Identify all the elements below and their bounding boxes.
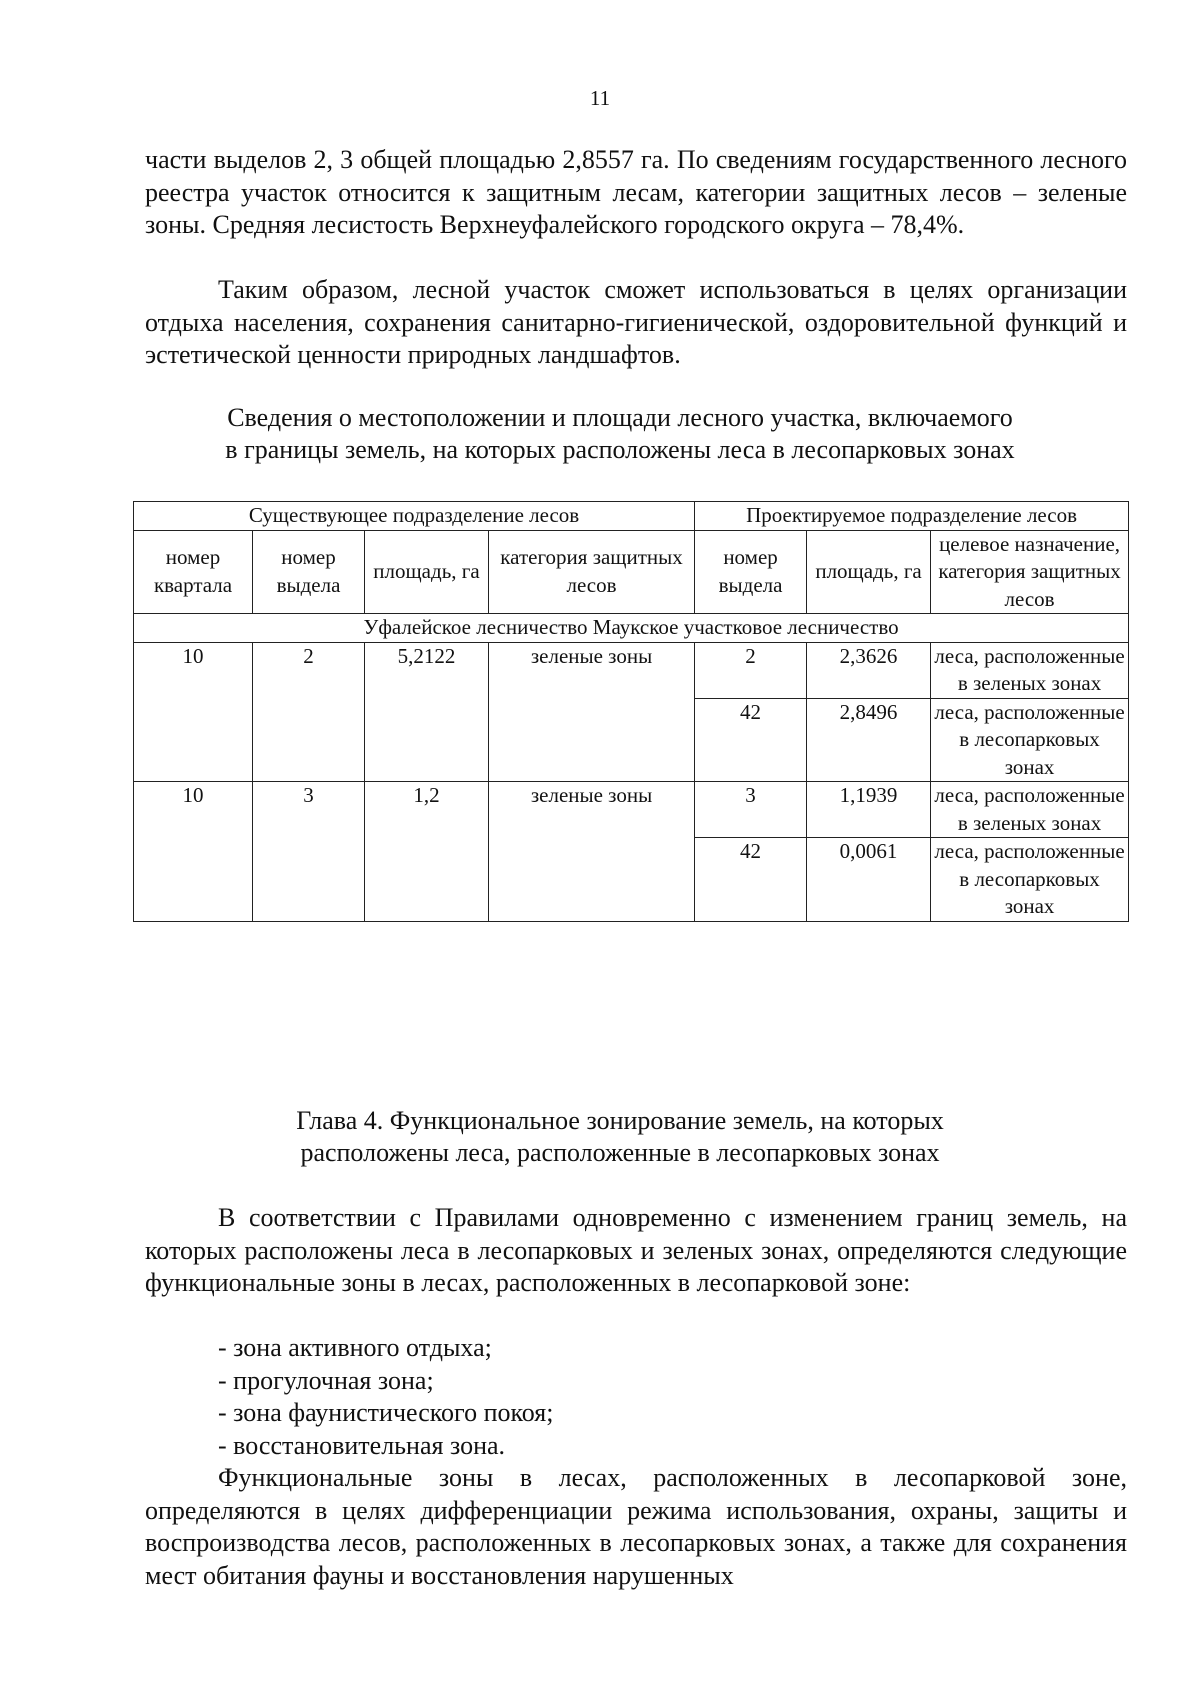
projected-section-cell: 42 [695,698,807,782]
table-row [134,782,1129,838]
projected-purpose-cell: леса, расположенные в лесопарковых зонах [931,838,1129,922]
body-paragraph-1: В соответствии с Правилами одновременно с изменением границ земель, на которых расположены леса в лесопарковых и зеленых зонах, определяются следующие функциональные зоны в лесах, расположенных в лесопарковой зоне: [145,1203,1127,1297]
list-item: - восстановительная зона. [218,1430,506,1460]
projected-purpose-cell: леса, расположенные в зеленых зонах [931,642,1129,698]
intro-paragraph-1: части выделов 2, 3 общей площадью 2,8557 га. По сведениям государственного лесного реестра участок относится к защитным лесам, категории защитных лесов – зеленые зоны. Средняя лесистость Верхнеуфалейского городского округа – 78,4%. [145,145,1127,239]
column-header: категория защитных лесов [489,530,695,614]
projected-area-cell: 0,0061 [807,838,931,922]
table-row [134,642,1129,698]
table-group-header-row [134,502,1129,531]
chapter-title [120,1105,1120,1169]
column-header: номер выдела [695,530,807,614]
column-header: целевое назначение, категория защитных лесов [931,530,1129,614]
list-item: - прогулочная зона; [218,1365,434,1395]
column-header: номер квартала [134,530,253,614]
body-paragraph-2: Функциональные зоны в лесах, расположенных в лесопарковой зоне, определяются в целях дифференциации режима использования, охраны, защиты и воспроизводства лесов, расположенных в лесопарковых зонах, а также для сохранения мест обитания фауны и восстановления нарушенных [145,1463,1127,1590]
quarter-cell: 10 [134,642,253,782]
area-cell: 1,2 [365,782,489,922]
list-item: - зона фаунистического покоя; [218,1398,554,1427]
column-header: номер выдела [253,530,365,614]
table-title-line-1: Сведения о местоположении и площади лесного участка, включаемого [227,403,1013,432]
column-header: площадь, га [365,530,489,614]
area-cell: 5,2122 [365,642,489,782]
quarter-cell: 10 [134,782,253,922]
projected-section-cell: 42 [695,838,807,922]
page-number: 11 [589,86,611,110]
table-column-header-row [134,530,1129,614]
chapter-title-line-1: Глава 4. Функциональное зонирование земель, на которых [296,1106,944,1135]
projected-area-cell: 2,8496 [807,698,931,782]
projected-purpose-cell: леса, расположенные в лесопарковых зонах [931,698,1129,782]
group-projected-header: Проектируемое подразделение лесов [695,502,1129,531]
projected-purpose-cell: леса, расположенные в зеленых зонах [931,782,1129,838]
section-cell: 3 [253,782,365,922]
forestry-name: Уфалейское лесничество Маукское участковое лесничество [134,614,1129,643]
projected-area-cell: 2,3626 [807,642,931,698]
chapter-title-line-2: расположены леса, расположенные в лесопарковых зонах [300,1138,940,1167]
section-cell: 2 [253,642,365,782]
intro-paragraph-2: Таким образом, лесной участок сможет использоваться в целях организации отдыха населения, сохранения санитарно-гигиенической, оздоровительной функций и эстетической ценности природных ландшафтов. [145,275,1127,369]
projected-section-cell: 2 [695,642,807,698]
table-title-line-2: в границы земель, на которых расположены леса в лесопарковых зонах [225,435,1015,464]
category-cell: зеленые зоны [489,642,695,782]
forest-plot-table [133,501,1129,922]
group-existing-header: Существующее подразделение лесов [134,502,695,531]
table-title [120,402,1120,466]
category-cell: зеленые зоны [489,782,695,922]
functional-zones-list [218,1332,554,1462]
projected-section-cell: 3 [695,782,807,838]
forestry-row [134,614,1129,643]
projected-area-cell: 1,1939 [807,782,931,838]
column-header: площадь, га [807,530,931,614]
list-item: - зона активного отдыха; [218,1333,492,1362]
